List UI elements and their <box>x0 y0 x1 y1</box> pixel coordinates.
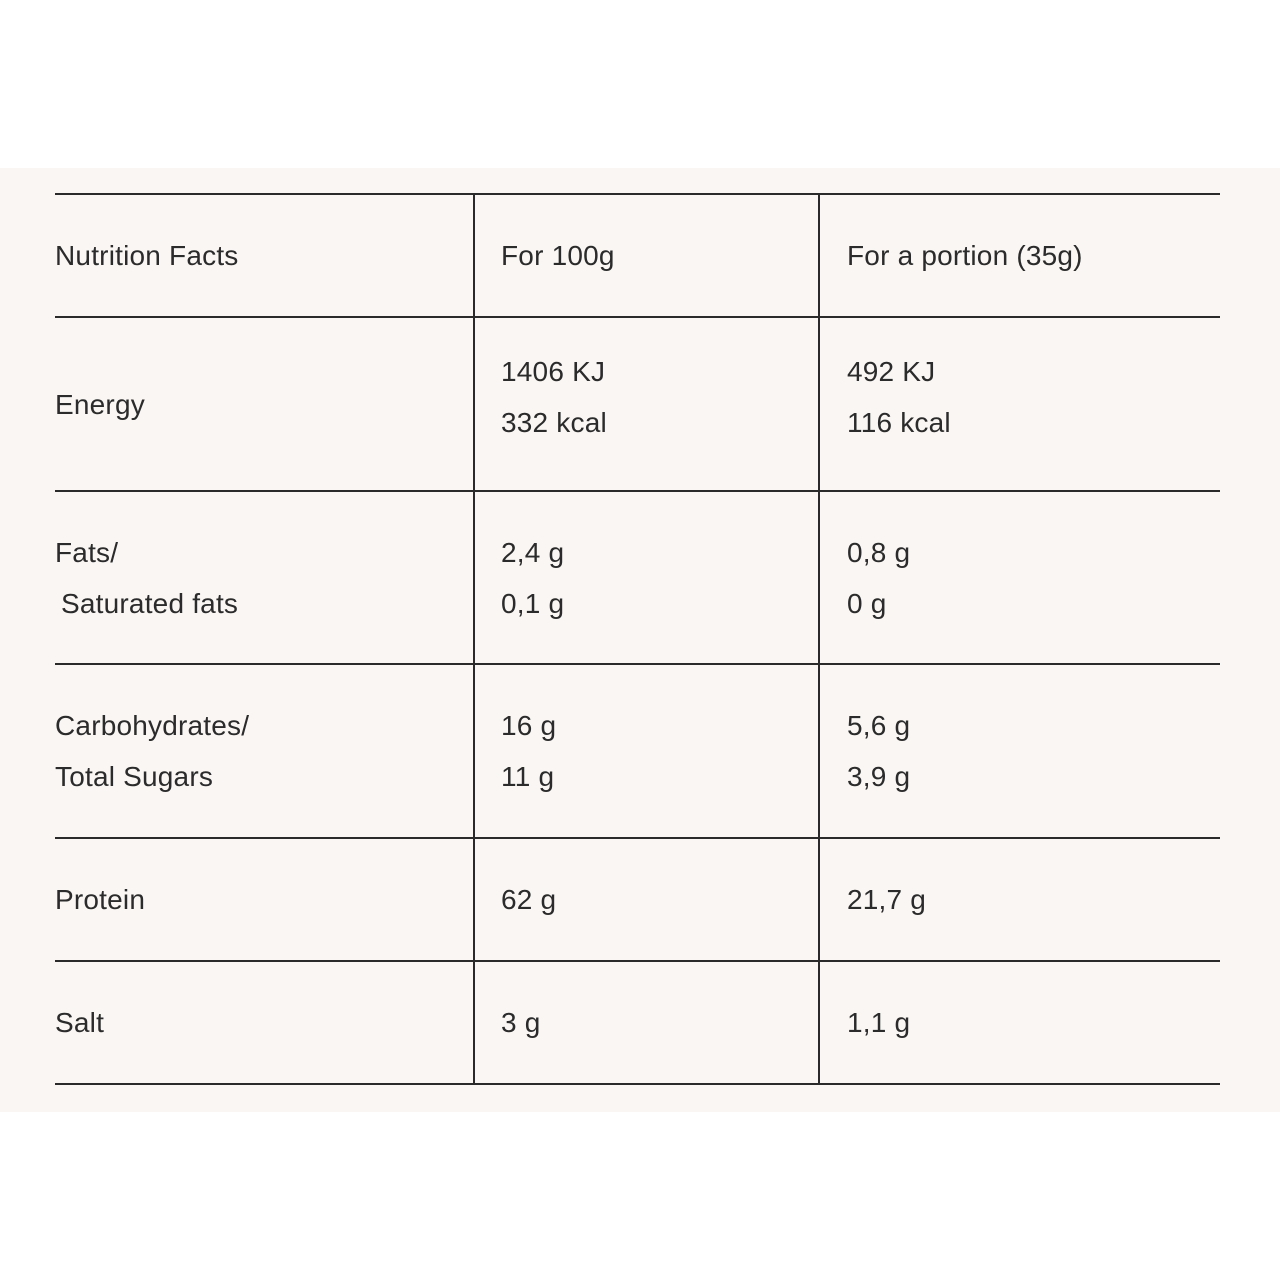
table-rule <box>55 1083 1220 1085</box>
row-energy-per100: 1406 KJ 332 kcal <box>501 356 607 438</box>
row-carbs-portion: 5,6 g 3,9 g <box>847 710 911 792</box>
row-protein-portion: 21,7 g <box>847 884 927 915</box>
row-protein-label: Protein <box>55 884 146 915</box>
row-fats-portion: 0,8 g 0 g <box>847 536 911 619</box>
row-fats-per100: 2,4 g 0,1 g <box>501 536 565 619</box>
row-salt-per100: 3 g <box>501 1007 541 1038</box>
header-per-100g: For 100g <box>501 240 615 271</box>
table-rule <box>55 837 1220 839</box>
header-per-portion: For a portion (35g) <box>847 240 1083 271</box>
table-rule <box>55 960 1220 962</box>
row-carbs-per100: 16 g 11 g <box>501 710 557 792</box>
row-energy-label: Energy <box>55 388 145 420</box>
nutrition-table <box>55 193 1220 1085</box>
row-salt-portion: 1,1 g <box>847 1007 911 1038</box>
row-carbs-label: Carbohydrates/ Total Sugars <box>55 710 250 792</box>
header-nutrition-facts: Nutrition Facts <box>55 240 239 271</box>
column-divider <box>473 193 475 1085</box>
row-salt-label: Salt <box>55 1007 105 1038</box>
row-energy-portion: 492 KJ 116 kcal <box>847 356 951 438</box>
table-rule <box>55 316 1220 318</box>
row-protein-per100: 62 g <box>501 884 557 915</box>
column-divider <box>818 193 820 1085</box>
row-fats-label: Fats/ Saturated fats <box>55 536 239 619</box>
